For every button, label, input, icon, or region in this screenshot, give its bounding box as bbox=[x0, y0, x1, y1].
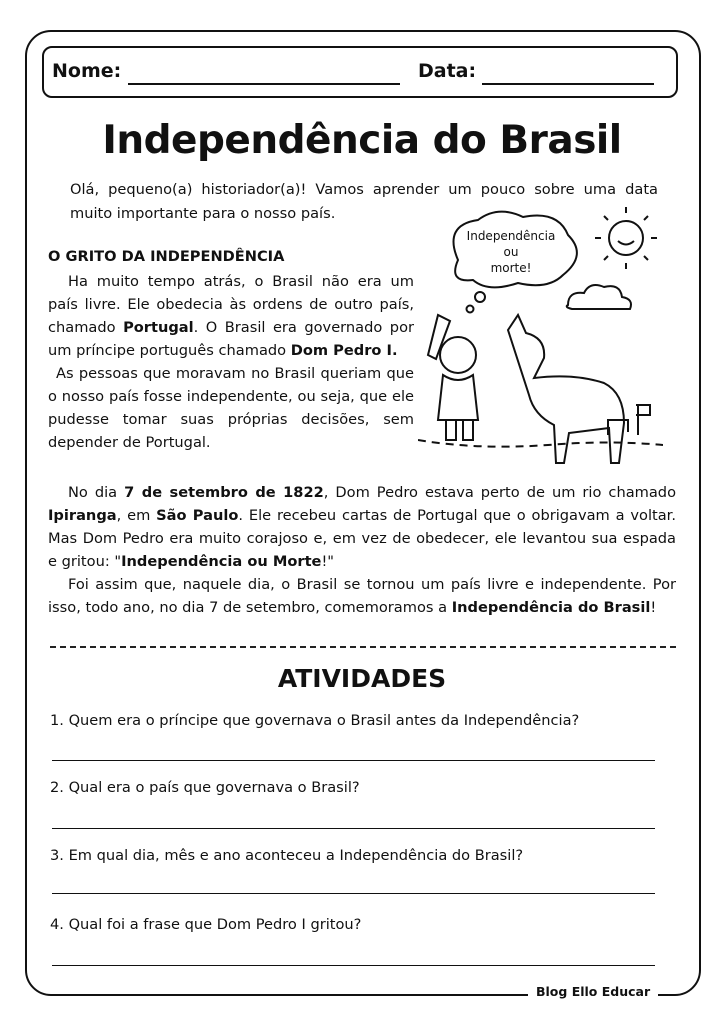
question-3: 3. Em qual dia, mês e ano aconteceu a Independência do Brasil? bbox=[50, 847, 524, 864]
page-title: Independência do Brasil bbox=[102, 118, 622, 163]
bubble-text-1: Independência bbox=[466, 229, 556, 243]
answer-line-4[interactable] bbox=[52, 965, 655, 966]
answer-line-1[interactable] bbox=[52, 760, 655, 761]
left-column-text bbox=[48, 270, 414, 454]
intro-text: Olá, pequeno(a) historiador(a)! Vamos aprender um pouco sobre uma data muito importante para o nosso país. bbox=[70, 181, 658, 222]
main-text bbox=[48, 481, 676, 619]
date-field[interactable] bbox=[482, 83, 654, 85]
activities-title: ATIVIDADES bbox=[277, 664, 447, 693]
answer-line-2[interactable] bbox=[52, 828, 655, 829]
answer-line-3[interactable] bbox=[52, 893, 655, 894]
section-divider bbox=[50, 646, 676, 648]
footer-credit: Blog Ello Educar bbox=[528, 984, 658, 999]
paragraph-1: Ha muito tempo atrás, o Brasil não era um país livre. Ele obedecia às ordens de outro país, chamado Portugal. O Brasil era governado por um príncipe português chamado Dom Pedro I. bbox=[48, 273, 414, 359]
bubble-text-2: ou bbox=[503, 245, 519, 259]
paragraph-3: No dia 7 de setembro de 1822, Dom Pedro estava perto de um rio chamado Ipiranga, em São Paulo. Ele recebeu cartas de Portugal que o obrigavam a voltar. Mas Dom Pedro era muito corajoso e, em vez de obedecer, ele levantou sua espada e gritou: "Independência ou Morte!" bbox=[48, 484, 676, 570]
dom-pedro-illustration bbox=[418, 205, 663, 480]
question-4: 4. Qual foi a frase que Dom Pedro I gritou? bbox=[50, 916, 362, 933]
paragraph-2: As pessoas que moravam no Brasil queriam que o nosso país fosse independente, ou seja, que ele pudesse tomar suas próprias decisões, sem depender de Portugal. bbox=[48, 365, 414, 451]
question-1: 1. Quem era o príncipe que governava o Brasil antes da Independência? bbox=[50, 712, 580, 729]
paragraph-4: Foi assim que, naquele dia, o Brasil se tornou um país livre e independente. Por isso, todo ano, no dia 7 de setembro, comemoramos a Independência do Brasil! bbox=[48, 576, 676, 616]
name-label: Nome: bbox=[52, 60, 122, 82]
bubble-text-3: morte! bbox=[490, 261, 532, 275]
header-box bbox=[42, 46, 678, 98]
question-2: 2. Qual era o país que governava o Brasil? bbox=[50, 779, 360, 796]
section-heading: O GRITO DA INDEPENDÊNCIA bbox=[48, 248, 285, 265]
name-field[interactable] bbox=[128, 83, 400, 85]
date-label: Data: bbox=[418, 60, 477, 82]
